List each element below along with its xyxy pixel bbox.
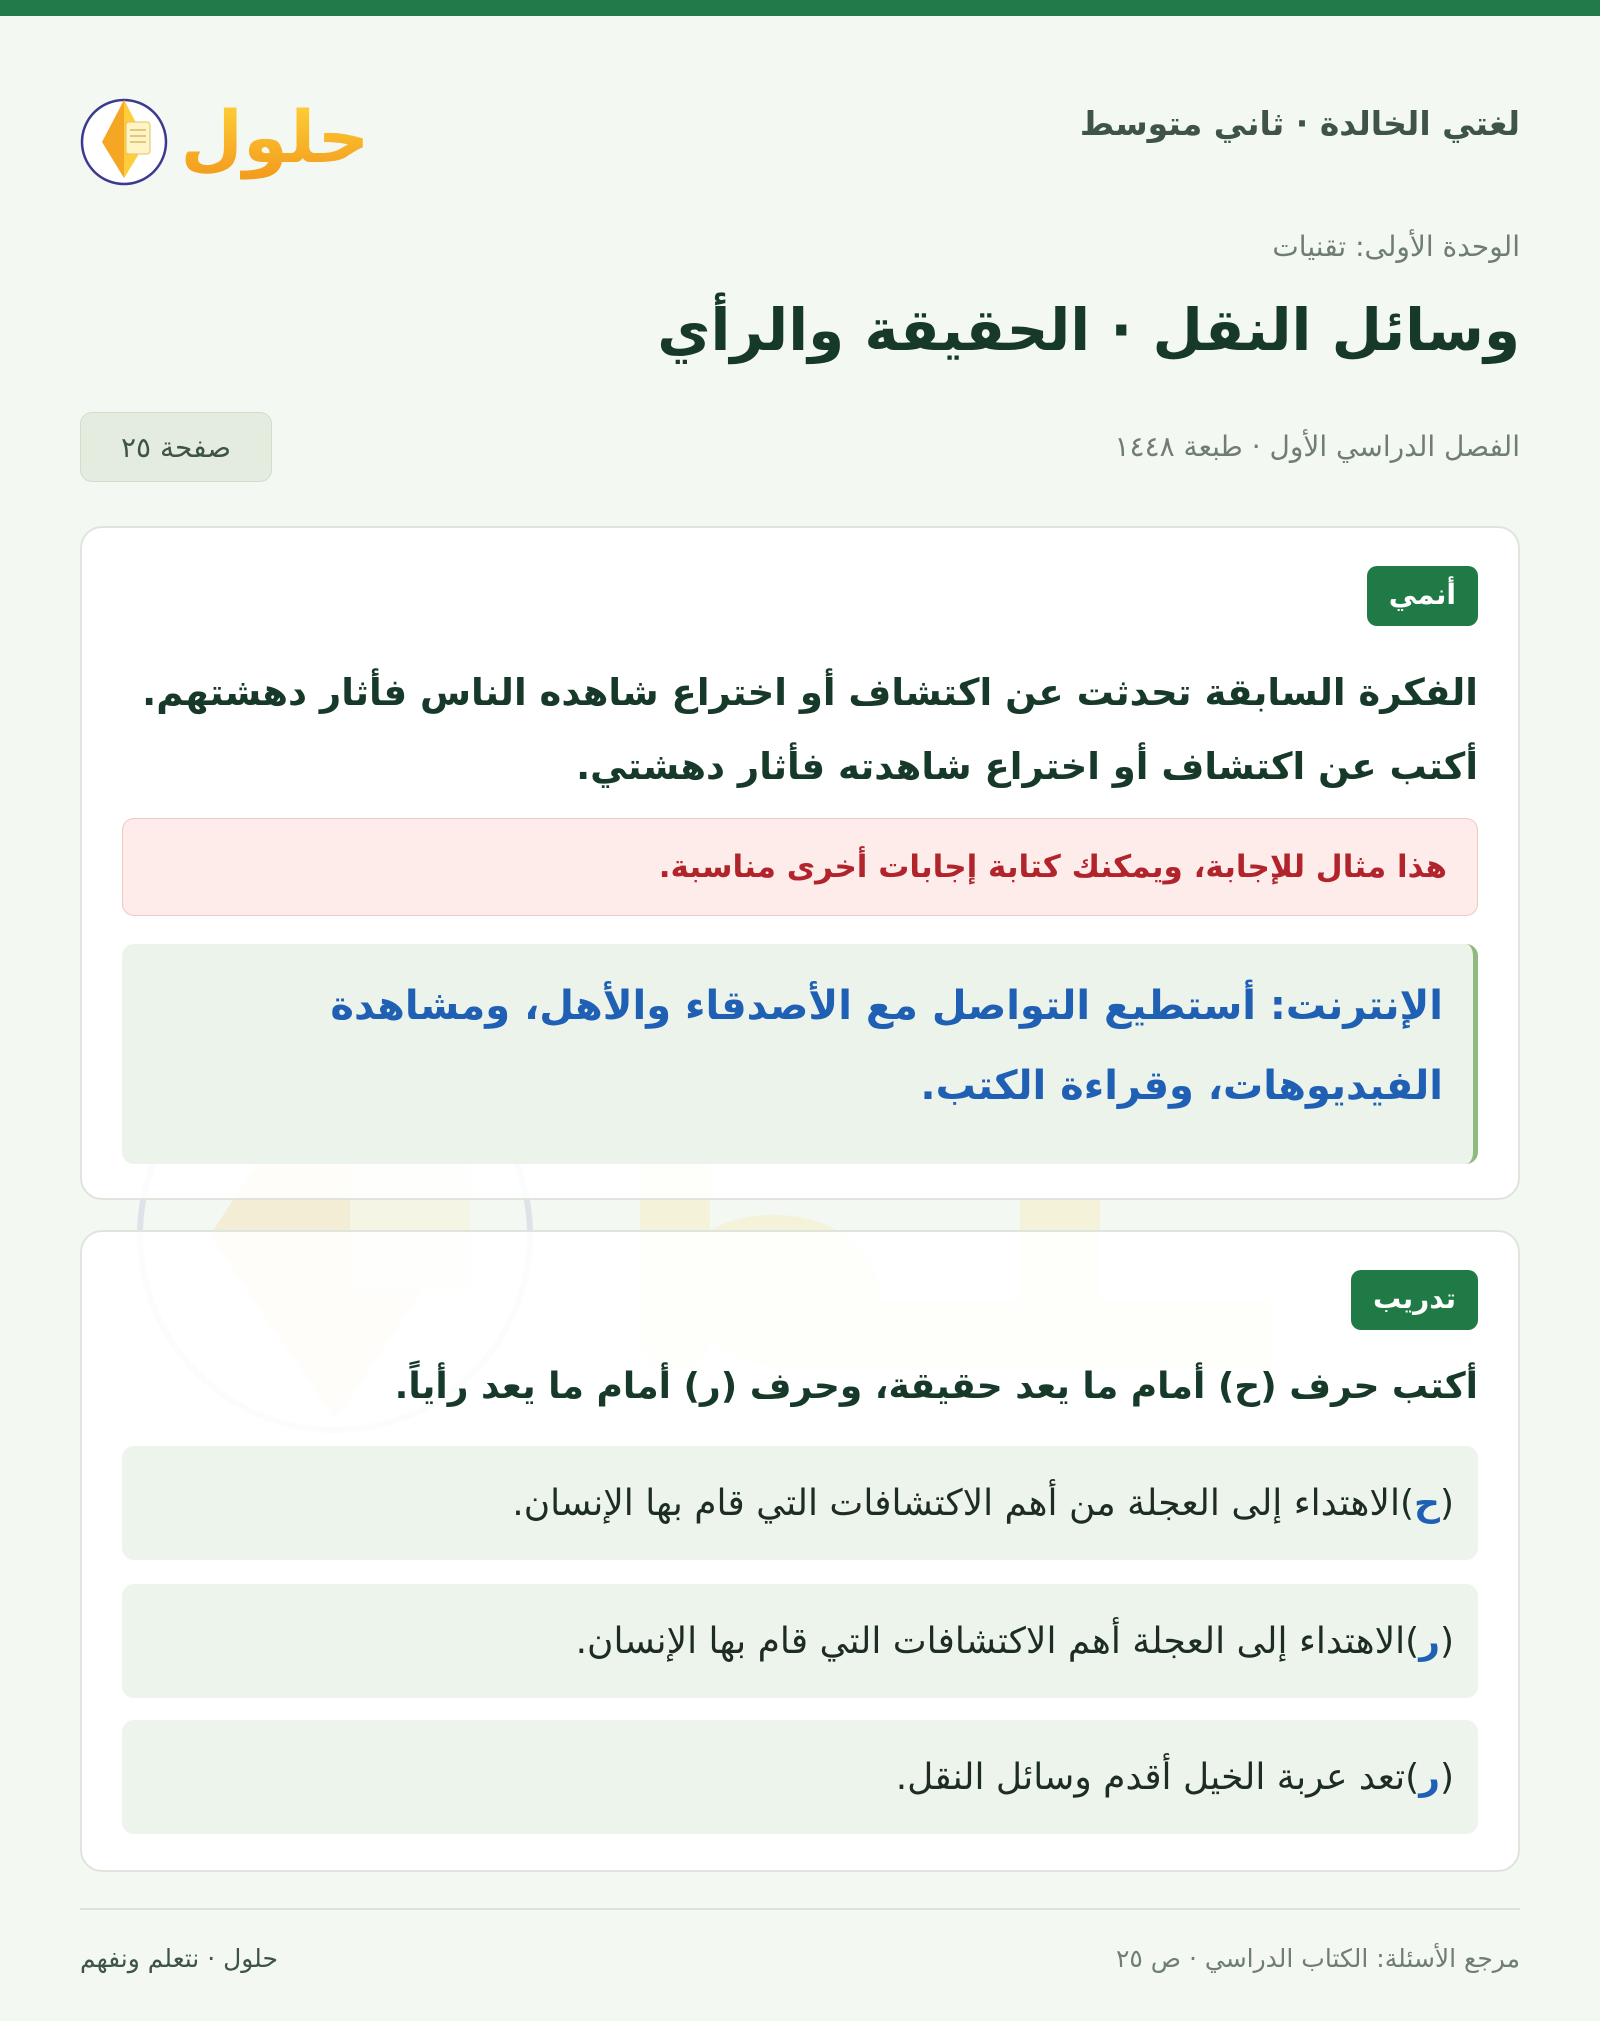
semester-edition: الفصل الدراسي الأول · طبعة ١٤٤٨ (1114, 430, 1520, 463)
item-paren-open: ( (1439, 1620, 1454, 1662)
list-item (122, 1584, 1478, 1698)
logo-text: حلول (180, 95, 370, 179)
item-paren-open: ( (1439, 1756, 1454, 1798)
answer-mark: ر (1419, 1756, 1440, 1798)
section-tag-anmi: أنمي (1367, 566, 1478, 626)
list-item (122, 1446, 1478, 1560)
practice-card-tadreeb (80, 1230, 1520, 1872)
unit-label: الوحدة الأولى: تقنيات (1272, 230, 1520, 263)
practice-card-anmi (80, 526, 1520, 1200)
page-number-badge: صفحة ٢٥ (80, 412, 272, 482)
answer-note: هذا مثال للإجابة، ويمكنك كتابة إجابات أخرى مناسبة. (122, 818, 1478, 916)
item-paren-open: ( (1439, 1482, 1454, 1524)
logo-icon (80, 70, 380, 190)
footer-divider (80, 1908, 1520, 1910)
answer-box: الإنترنت: أستطيع التواصل مع الأصدقاء والأهل، ومشاهدة الفيديوهات، وقراءة الكتب. (122, 944, 1478, 1164)
item-text: الاهتداء إلى العجلة من أهم الاكتشافات التي قام بها الإنسان. (512, 1482, 1400, 1524)
item-paren-close: ) (1405, 1620, 1420, 1662)
question-text: أكتب حرف (ح) أمام ما يعد حقيقة، وحرف (ر) أمام ما يعد رأياً. (394, 1366, 1478, 1407)
answer-mark: ح (1414, 1482, 1440, 1524)
item-paren-close: ) (1405, 1756, 1420, 1798)
page-title: وسائل النقل · الحقيقة والرأي (657, 296, 1520, 364)
footer-tagline: حلول · نتعلم ونفهم (80, 1944, 278, 1973)
item-paren-close: ) (1399, 1482, 1414, 1524)
footer-reference: مرجع الأسئلة: الكتاب الدراسي · ص ٢٥ (1115, 1944, 1520, 1973)
top-accent-bar (0, 0, 1600, 16)
question-text: الفكرة السابقة تحدثت عن اكتشاف أو اختراع شاهده الناس فأثار دهشتهم. أكتب عن اكتشاف أو اختراع شاهدته فأثار دهشتي. (142, 671, 1478, 788)
item-text: تعد عربة الخيل أقدم وسائل النقل. (895, 1756, 1406, 1798)
answer-mark: ر (1419, 1620, 1440, 1662)
list-item (122, 1720, 1478, 1834)
book-title: لغتي الخالدة · ثاني متوسط (1079, 104, 1520, 143)
item-text: الاهتداء إلى العجلة أهم الاكتشافات التي قام بها الإنسان. (575, 1620, 1406, 1662)
hulul-logo[interactable] (80, 70, 380, 190)
page-header (80, 60, 1520, 190)
section-tag-tadreeb: تدريب (1351, 1270, 1478, 1330)
